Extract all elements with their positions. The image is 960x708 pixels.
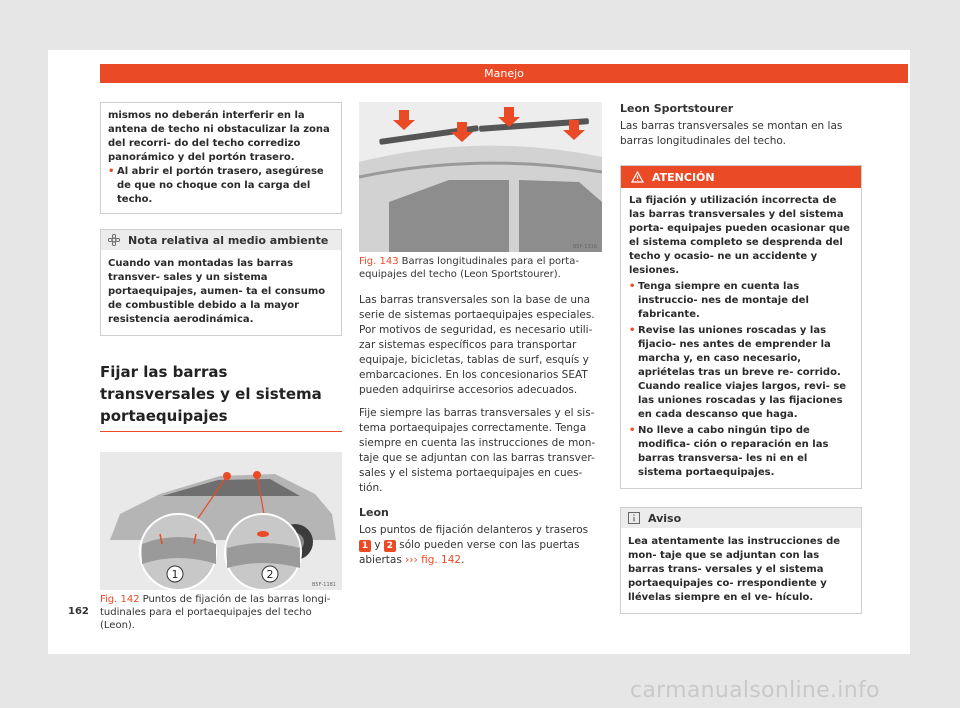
figure-code: B5F-1181 [311,582,336,588]
figure-marker-1: 1 [171,568,179,581]
warning-box [620,165,862,489]
page-header: Manejo [100,64,908,83]
column-right [620,102,862,614]
continued-info-box [100,102,342,214]
environment-note-title: Nota relativa al medio ambiente [128,233,329,247]
manual-page [48,50,910,654]
column-left [100,102,342,632]
warning-bullet: • No lleve a cabo ningún tipo de modifica- ción o reparación en las barras transversa- les ni en el sistema portaequipajes. [629,425,829,478]
sportstourer-text: Las barras transversales se montan en las barras longitudinales del techo. [620,120,843,147]
intro-bullet: • Al abrir el portón trasero, asegúrese de que no choque con la carga del techo. [108,166,324,205]
marker-1: 1 [359,540,371,552]
roof-rails-illustration [359,102,602,252]
section-heading: Fijar las barras transversales y el sistema portaequipajes [100,361,342,432]
warning-title: ATENCIÓN [652,170,715,184]
figure-142-caption: Fig. 142 Puntos de fijación de las barras longi- tudinales para el portaequipajes del techo (Leon). [100,594,331,631]
environment-note-body: Cuando van montadas las barras transver- sales y un sistema portaequipajes, aumen- ta el consumo de combustible debido a la mayor resistencia aerodinámica. [108,258,326,325]
aviso-header [621,508,861,528]
sportstourer-heading: Leon Sportstourer [620,102,734,115]
warning-triangle-icon [631,171,644,183]
marker-2: 2 [384,540,396,552]
leon-heading: Leon [359,506,389,519]
figure-143 [359,102,602,252]
page-number: 162 [68,606,89,617]
column-middle [359,102,602,568]
bullet-dot: • [108,166,115,177]
figure-143-caption: Fig. 143 Barras longitudinales para el porta- equipajes del techo (Leon Sportstourer). [359,256,579,280]
environment-note [100,229,342,336]
leaf-icon [108,234,120,246]
watermark: carmanualsonline.info [630,678,880,703]
paragraph-2: Fije siempre las barras transversales y el sis- tema portaequipajes correctamente. Tenga siempre en cuenta las instrucciones de mon- taje que se adjuntan con las barras transver- sales y el sistema portaequipajes en cues- tión. [359,407,596,494]
warning-body: La fijación y utilización incorrecta de las barras transversales y del sistema porta- equipajes pueden ocasionar que el sistema completo se desprenda del techo y ocasio- ne un accidente y lesiones. • Tenga siempre en cuenta las instruccio- nes de montaje del fabricante. • Revise las uniones roscadas y las fijacio- nes antes de emprender la marcha y, en caso necesario, apriételas tras un breve re- corrido. Cuando realice viajes largos, revi- se las uniones roscadas y las fijaciones en cada descanso que haga. • No lleve a cabo ningún tipo de modifica- ción o reparación en las barras transversa- les ni en el sistema portaequipajes. [621,188,861,488]
info-icon [628,512,640,524]
warning-bullet: • Tenga siempre en cuenta las instruccio- nes de montaje del fabricante. [629,281,809,320]
paragraph-1: Las barras transversales son la base de una serie de sistemas portaequipajes especiales. Por motivos de seguridad, es necesario utili- zar sistemas específicos para transportar equipaje, bicicletas, tablas de surf, esquís y embarcaciones. En los concesionarios SEAT pueden adquirirse accesorios adecuados. [359,294,595,396]
warning-header [621,166,861,188]
leon-paragraph: Los puntos de fijación delanteros y traseros 1 y 2 sólo pueden verse con las puertas abiertas ››› fig. 142. [359,524,589,566]
intro-text: mismos no deberán interferir en la antena de techo ni obstaculizar la zona del recorri- do del techo corredizo panorámico y del portón trasero. [108,110,330,163]
figure-142 [100,452,342,590]
warning-bullet: • Revise las uniones roscadas y las fijacio- nes antes de emprender la marcha y, en caso necesario, apriételas tras un breve re- corrido. Cuando realice viajes largos, revi- se las uniones roscadas y las fijaciones en cada descanso que haga. [629,325,847,420]
aviso-box [620,507,862,614]
figure-code: B5F-1316 [572,244,597,250]
car-side-illustration [100,452,342,590]
aviso-body: Lea atentamente las instrucciones de mon- taje que se adjuntan con las barras trans- versales y el sistema portaequipajes co- rrespondiente y llévelas siempre en el ve- hículo. [628,536,841,603]
aviso-title: Aviso [648,511,682,525]
figure-marker-2: 2 [266,568,274,581]
figure-142-link[interactable]: ››› fig. 142 [405,554,462,566]
environment-note-header [101,230,341,250]
